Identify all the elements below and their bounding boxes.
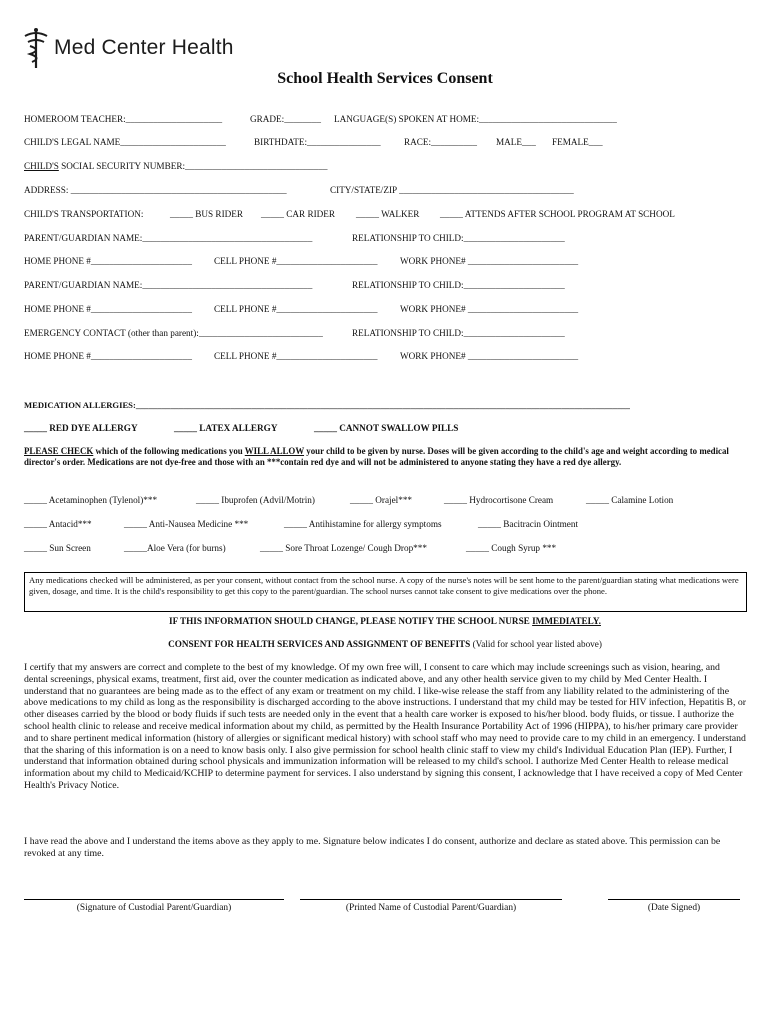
med-sore-throat-lozenge[interactable]: _____ Sore Throat Lozenge/ Cough Drop***: [260, 543, 427, 553]
ssn-label: SOCIAL SECURITY NUMBER:_______________________________: [58, 161, 328, 171]
med-calamine[interactable]: _____ Calamine Lotion: [586, 495, 674, 505]
afterschool-option[interactable]: _____ ATTENDS AFTER SCHOOL PROGRAM AT SCHOOL: [440, 209, 675, 219]
latex-allergy-option[interactable]: _____ LATEX ALLERGY: [174, 423, 278, 433]
parent1-relationship-field[interactable]: RELATIONSHIP TO CHILD:______________________: [352, 233, 565, 243]
med-antihistamine[interactable]: _____ Antihistamine for allergy symptoms: [284, 519, 442, 529]
brand-name: Med Center Health: [54, 36, 234, 59]
notify-notice: [0, 616, 770, 626]
home-phone2-field[interactable]: HOME PHONE #______________________: [24, 304, 192, 314]
please-check-text2: your child to be given by nurse. Doses will be given according to the child's age and weight according to medical director's order. Medications are not dye-free and those with an ***contain red dye and will not be administered to anyone stating they have a red dye allergy.: [24, 446, 729, 468]
caduceus-icon: [22, 26, 50, 70]
form-title: School Health Services Consent: [277, 70, 493, 87]
birthdate-field[interactable]: BIRTHDATE:________________: [254, 137, 381, 147]
date-signed-line[interactable]: [608, 899, 740, 900]
transport-label: CHILD'S TRANSPORTATION:: [24, 209, 144, 219]
cell-phone1-field[interactable]: CELL PHONE #______________________: [214, 256, 378, 266]
emergency-contact-field[interactable]: EMERGENCY CONTACT (other than parent):___________________________: [24, 328, 323, 338]
consent-heading: [0, 639, 770, 649]
car-rider-option[interactable]: _____ CAR RIDER: [261, 209, 336, 219]
signature-label: (Signature of Custodial Parent/Guardian): [76, 903, 232, 913]
medication-notice-box: Any medications checked will be administered, as per your consent, without contact from the school nurse. A copy of the nurse's notes will be sent home to the parent/guardian stating what medications were given, dosage, and time. It is the child's responsibility to get this copy to the parent/guardian. The school nurses cannot take consent to give medications over the phone.: [24, 572, 747, 612]
read-paragraph: I have read the above and I understand the items above as they apply to me. Signature below indicates I do consent, authorize and declare as stated above. This permission can be revoked at any time.: [24, 836, 721, 859]
race-field[interactable]: RACE:__________: [404, 137, 477, 147]
work-phone3-field[interactable]: WORK PHONE# ________________________: [400, 351, 579, 361]
med-antacid[interactable]: _____ Antacid***: [24, 519, 92, 529]
consent-heading-bold: CONSENT FOR HEALTH SERVICES AND ASSIGNMENT OF BENEFITS: [168, 639, 471, 649]
notify-immediately: IMMEDIATELY.: [532, 616, 601, 626]
male-field[interactable]: MALE___: [496, 137, 536, 147]
address-field[interactable]: ADDRESS: _______________________________________________: [24, 185, 287, 195]
walker-option[interactable]: _____ WALKER: [356, 209, 420, 219]
emergency-relationship-field[interactable]: RELATIONSHIP TO CHILD:______________________: [352, 328, 565, 338]
work-phone1-field[interactable]: WORK PHONE# ________________________: [400, 256, 579, 266]
cell-phone2-field[interactable]: CELL PHONE #______________________: [214, 304, 378, 314]
legal-name-field[interactable]: CHILD'S LEGAL NAME_______________________: [24, 137, 226, 147]
bus-rider-option[interactable]: _____ BUS RIDER: [170, 209, 243, 219]
ssn-prefix: CHILD'S: [24, 161, 59, 171]
homeroom-field[interactable]: HOMEROOM TEACHER:_____________________: [24, 114, 223, 124]
cannot-swallow-pills-option[interactable]: _____ CANNOT SWALLOW PILLS: [314, 423, 459, 433]
please-check-text1: which of the following medications you: [93, 446, 245, 456]
city-field[interactable]: CITY/STATE/ZIP ______________________________________: [330, 185, 574, 195]
med-acetaminophen[interactable]: _____ Acetaminophen (Tylenol)***: [24, 495, 158, 505]
home-phone3-field[interactable]: HOME PHONE #______________________: [24, 351, 192, 361]
med-sun-screen[interactable]: _____ Sun Screen: [24, 543, 91, 553]
parent2-name-field[interactable]: PARENT/GUARDIAN NAME:_____________________________________: [24, 280, 313, 290]
med-anti-nausea[interactable]: _____ Anti-Nausea Medicine ***: [124, 519, 249, 529]
language-field[interactable]: LANGUAGE(S) SPOKEN AT HOME:______________________________: [334, 114, 617, 124]
red-dye-allergy-option[interactable]: _____ RED DYE ALLERGY: [24, 423, 138, 433]
date-signed-label: (Date Signed): [647, 903, 701, 913]
med-aloe-vera[interactable]: _____Aloe Vera (for burns): [124, 543, 226, 553]
consent-heading-note: (Valid for school year listed above): [470, 639, 602, 649]
printed-name-label: (Printed Name of Custodial Parent/Guardian): [345, 903, 517, 913]
med-bacitracin[interactable]: _____ Bacitracin Ointment: [478, 519, 579, 529]
home-phone1-field[interactable]: HOME PHONE #______________________: [24, 256, 192, 266]
will-allow-label: WILL ALLOW: [244, 446, 305, 456]
ssn-field[interactable]: [24, 161, 327, 171]
please-check-instructions: [24, 446, 746, 469]
parent1-name-field[interactable]: PARENT/GUARDIAN NAME:_____________________________________: [24, 233, 313, 243]
signature-line[interactable]: [24, 899, 284, 900]
med-ibuprofen[interactable]: _____ Ibuprofen (Advil/Motrin): [196, 495, 315, 505]
med-hydrocortisone[interactable]: _____ Hydrocortisone Cream: [444, 495, 554, 505]
please-check-label: PLEASE CHECK: [24, 446, 94, 456]
med-cough-syrup[interactable]: _____ Cough Syrup ***: [466, 543, 557, 553]
med-orajel[interactable]: _____ Orajel***: [350, 495, 413, 505]
certify-paragraph: I certify that my answers are correct and complete to the best of my knowledge. Of my own free will, I consent to care which may include screenings such as vision, hearing, and dental screenings, physical exams, treatment, first aid, over the counter medication as indicated above, and any other health service given to my child by Med Center Health. I understand that no guarantees are being made as to the effect of any exam or treatment on my child. I like-wise release the staff from any liability related to the administering of the above medications to my child as long as the responsibility is discharged according to the above instructions. I understand that my child may be tested for HIV infection, Hepatitis B, or other diseases carried by the blood or body fluids if such tests are needed only in the event that a health care worker is exposed to his/her blood. body fluids, or tissue. I authorize the school health clinic to release and receive medical information about my child, as permitted by the Health Insurance Portability Act of 1996 (HIPPA), to his/her primary care provider and to share pertinent medical information (history of allergies or significant medical history) with school staff who may need to provide care to my child in an emergency. I understand that the sharing of this information is on a need to know basis only. I also give permission for school health clinic staff to view my child's Individual Education Plan (IEP). Further, I understand that information obtained during school physicals and immunization information will be released to my child's school. I authorize Med Center Health to release medical information about my child to Medicaid/KCHIP to determine payment for services. I also understand by signing this consent, I acknowledge that I have received a copy of Med Center Health's Privacy Notice.: [24, 662, 746, 791]
printed-name-line[interactable]: [300, 899, 562, 900]
grade-field[interactable]: GRADE:________: [250, 114, 321, 124]
parent2-relationship-field[interactable]: RELATIONSHIP TO CHILD:______________________: [352, 280, 565, 290]
cell-phone3-field[interactable]: CELL PHONE #______________________: [214, 351, 378, 361]
brand-logo: [22, 26, 262, 70]
medication-allergies-field[interactable]: MEDICATION ALLERGIES:___________________________________________________________________________________________________________________: [24, 400, 630, 410]
notify-text: IF THIS INFORMATION SHOULD CHANGE, PLEASE NOTIFY THE SCHOOL NURSE: [169, 616, 533, 626]
work-phone2-field[interactable]: WORK PHONE# ________________________: [400, 304, 579, 314]
female-field[interactable]: FEMALE___: [552, 137, 603, 147]
